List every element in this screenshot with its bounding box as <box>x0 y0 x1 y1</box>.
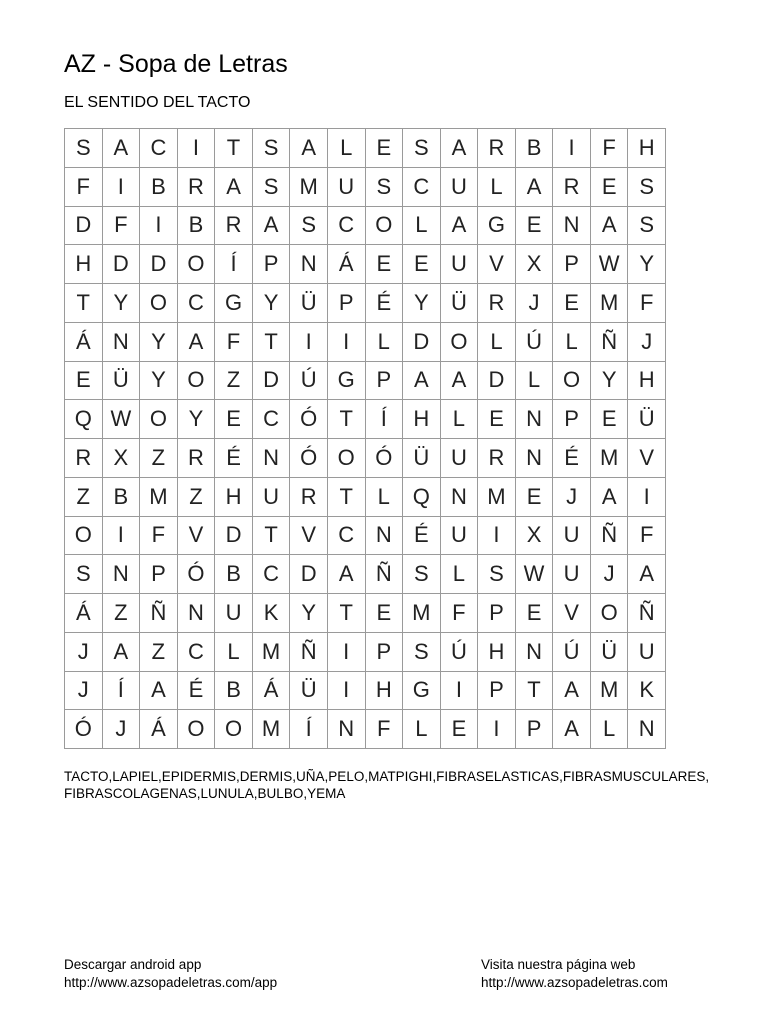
grid-cell: Ü <box>441 284 479 323</box>
grid-cell: R <box>178 168 216 207</box>
grid-cell: L <box>441 555 479 594</box>
grid-cell: H <box>215 478 253 517</box>
website-label: Visita nuestra página web <box>481 957 636 972</box>
grid-cell: Y <box>140 323 178 362</box>
grid-cell: Á <box>65 594 103 633</box>
grid-cell: E <box>516 478 554 517</box>
grid-cell: Q <box>65 400 103 439</box>
grid-cell: N <box>628 710 666 749</box>
grid-cell: Z <box>140 633 178 672</box>
grid-cell: V <box>478 245 516 284</box>
grid-cell: O <box>215 710 253 749</box>
grid-cell: Ó <box>290 439 328 478</box>
grid-cell: Ü <box>103 362 141 401</box>
grid-cell: C <box>328 517 366 556</box>
android-app-label: Descargar android app <box>64 957 202 972</box>
page-title: AZ - Sopa de Letras <box>64 50 288 78</box>
grid-cell: S <box>253 168 291 207</box>
grid-cell: S <box>403 555 441 594</box>
grid-cell: U <box>253 478 291 517</box>
grid-cell: A <box>178 323 216 362</box>
grid-cell: N <box>328 710 366 749</box>
grid-cell: Ú <box>553 633 591 672</box>
grid-cell: T <box>328 478 366 517</box>
grid-cell: L <box>478 168 516 207</box>
grid-cell: F <box>215 323 253 362</box>
grid-cell: F <box>628 517 666 556</box>
grid-cell: C <box>140 129 178 168</box>
grid-cell: Ó <box>366 439 404 478</box>
grid-cell: A <box>403 362 441 401</box>
grid-cell: R <box>553 168 591 207</box>
grid-cell: H <box>628 362 666 401</box>
grid-cell: F <box>441 594 479 633</box>
grid-cell: Ñ <box>628 594 666 633</box>
grid-cell: I <box>328 633 366 672</box>
grid-cell: Ú <box>290 362 328 401</box>
grid-cell: É <box>215 439 253 478</box>
grid-cell: L <box>441 400 479 439</box>
grid-cell: Y <box>628 245 666 284</box>
grid-cell: P <box>328 284 366 323</box>
grid-cell: S <box>366 168 404 207</box>
grid-cell: V <box>628 439 666 478</box>
grid-cell: J <box>628 323 666 362</box>
grid-cell: O <box>178 710 216 749</box>
grid-cell: F <box>366 710 404 749</box>
grid-cell: Ñ <box>140 594 178 633</box>
grid-cell: Z <box>140 439 178 478</box>
grid-cell: N <box>103 323 141 362</box>
grid-cell: M <box>591 672 629 711</box>
grid-cell: M <box>591 284 629 323</box>
grid-cell: Ü <box>290 672 328 711</box>
grid-cell: A <box>441 207 479 246</box>
grid-cell: A <box>591 207 629 246</box>
grid-cell: Y <box>403 284 441 323</box>
grid-cell: P <box>366 362 404 401</box>
grid-cell: E <box>553 284 591 323</box>
grid-cell: J <box>553 478 591 517</box>
grid-cell: P <box>478 672 516 711</box>
grid-cell: E <box>65 362 103 401</box>
grid-cell: M <box>591 439 629 478</box>
grid-cell: E <box>441 710 479 749</box>
grid-cell: É <box>553 439 591 478</box>
grid-cell: Z <box>215 362 253 401</box>
grid-cell: E <box>403 245 441 284</box>
grid-cell: S <box>65 555 103 594</box>
grid-cell: X <box>516 245 554 284</box>
grid-cell: N <box>516 400 554 439</box>
grid-cell: I <box>553 129 591 168</box>
grid-cell: F <box>628 284 666 323</box>
grid-cell: V <box>290 517 328 556</box>
grid-cell: I <box>328 672 366 711</box>
grid-cell: B <box>103 478 141 517</box>
grid-cell: T <box>328 594 366 633</box>
grid-cell: P <box>366 633 404 672</box>
grid-cell: Ñ <box>591 517 629 556</box>
grid-cell: Y <box>591 362 629 401</box>
grid-cell: X <box>516 517 554 556</box>
grid-cell: F <box>140 517 178 556</box>
word-search-grid <box>64 128 666 749</box>
grid-cell: E <box>366 245 404 284</box>
grid-cell: D <box>403 323 441 362</box>
grid-cell: S <box>403 129 441 168</box>
grid-cell: P <box>553 245 591 284</box>
grid-cell: H <box>628 129 666 168</box>
grid-cell: U <box>553 555 591 594</box>
grid-cell: B <box>516 129 554 168</box>
grid-cell: P <box>516 710 554 749</box>
grid-cell: E <box>516 594 554 633</box>
grid-cell: F <box>591 129 629 168</box>
grid-cell: A <box>215 168 253 207</box>
grid-cell: Ü <box>403 439 441 478</box>
website-url[interactable]: http://www.azsopadeletras.com <box>481 975 668 990</box>
grid-cell: O <box>441 323 479 362</box>
grid-cell: R <box>478 439 516 478</box>
puzzle-subtitle: EL SENTIDO DEL TACTO <box>64 94 251 111</box>
grid-cell: Ú <box>516 323 554 362</box>
grid-cell: A <box>441 362 479 401</box>
grid-cell: E <box>516 207 554 246</box>
grid-cell: E <box>366 594 404 633</box>
grid-cell: O <box>366 207 404 246</box>
grid-cell: Y <box>103 284 141 323</box>
grid-cell: A <box>328 555 366 594</box>
grid-cell: E <box>478 400 516 439</box>
grid-cell: I <box>478 710 516 749</box>
grid-cell: I <box>290 323 328 362</box>
grid-cell: C <box>253 400 291 439</box>
grid-cell: L <box>215 633 253 672</box>
grid-cell: Á <box>253 672 291 711</box>
grid-cell: R <box>478 284 516 323</box>
grid-cell: Y <box>178 400 216 439</box>
grid-cell: É <box>178 672 216 711</box>
grid-cell: Í <box>366 400 404 439</box>
grid-cell: U <box>328 168 366 207</box>
grid-cell: C <box>178 633 216 672</box>
android-app-url[interactable]: http://www.azsopadeletras.com/app <box>64 975 278 990</box>
grid-cell: U <box>215 594 253 633</box>
grid-cell: Í <box>103 672 141 711</box>
grid-cell: J <box>103 710 141 749</box>
grid-cell: L <box>403 710 441 749</box>
grid-cell: J <box>591 555 629 594</box>
grid-cell: G <box>403 672 441 711</box>
grid-cell: R <box>290 478 328 517</box>
grid-cell: I <box>178 129 216 168</box>
grid-cell: W <box>103 400 141 439</box>
grid-cell: S <box>403 633 441 672</box>
grid-cell: O <box>140 284 178 323</box>
grid-cell: B <box>215 555 253 594</box>
grid-cell: A <box>290 129 328 168</box>
grid-cell: A <box>253 207 291 246</box>
grid-cell: L <box>366 323 404 362</box>
grid-cell: U <box>441 245 479 284</box>
grid-cell: N <box>516 439 554 478</box>
grid-cell: D <box>290 555 328 594</box>
grid-cell: Z <box>103 594 141 633</box>
grid-cell: S <box>65 129 103 168</box>
grid-cell: Ó <box>290 400 328 439</box>
grid-cell: G <box>215 284 253 323</box>
grid-cell: U <box>441 517 479 556</box>
grid-cell: S <box>253 129 291 168</box>
grid-cell: R <box>478 129 516 168</box>
grid-cell: Á <box>140 710 178 749</box>
grid-cell: A <box>441 129 479 168</box>
grid-cell: N <box>516 633 554 672</box>
grid-cell: A <box>103 633 141 672</box>
grid-cell: A <box>516 168 554 207</box>
grid-cell: V <box>553 594 591 633</box>
grid-cell: N <box>553 207 591 246</box>
grid-cell: É <box>403 517 441 556</box>
grid-cell: E <box>215 400 253 439</box>
grid-cell: L <box>591 710 629 749</box>
grid-cell: Ü <box>290 284 328 323</box>
word-list: TACTO,LAPIEL,EPIDERMIS,DERMIS,UÑA,PELO,MATPIGHI,FIBRASELASTICAS,FIBRASMUSCULARES,FIBRASCOLAGENAS,LUNULA,BULBO,YEMA <box>64 769 710 801</box>
grid-cell: J <box>516 284 554 323</box>
grid-cell: D <box>65 207 103 246</box>
grid-cell: N <box>290 245 328 284</box>
grid-cell: K <box>253 594 291 633</box>
grid-cell: U <box>441 439 479 478</box>
grid-cell: W <box>516 555 554 594</box>
grid-cell: P <box>140 555 178 594</box>
grid-cell: T <box>253 323 291 362</box>
grid-cell: O <box>328 439 366 478</box>
grid-cell: N <box>103 555 141 594</box>
grid-cell: O <box>178 245 216 284</box>
grid-cell: U <box>553 517 591 556</box>
grid-cell: O <box>553 362 591 401</box>
grid-cell: Z <box>65 478 103 517</box>
grid-cell: L <box>328 129 366 168</box>
grid-cell: P <box>553 400 591 439</box>
grid-cell: Ñ <box>366 555 404 594</box>
grid-cell: U <box>441 168 479 207</box>
grid-cell: N <box>441 478 479 517</box>
grid-cell: M <box>478 478 516 517</box>
grid-cell: O <box>178 362 216 401</box>
grid-cell: G <box>328 362 366 401</box>
grid-cell: A <box>628 555 666 594</box>
grid-cell: O <box>140 400 178 439</box>
grid-cell: Ó <box>65 710 103 749</box>
grid-cell: H <box>403 400 441 439</box>
grid-cell: I <box>103 168 141 207</box>
grid-cell: Ü <box>628 400 666 439</box>
grid-cell: Ñ <box>591 323 629 362</box>
grid-cell: D <box>215 517 253 556</box>
footer-website <box>481 956 668 992</box>
grid-cell: D <box>478 362 516 401</box>
grid-cell: R <box>65 439 103 478</box>
grid-cell: C <box>403 168 441 207</box>
grid-cell: B <box>140 168 178 207</box>
grid-cell: D <box>103 245 141 284</box>
grid-cell: Á <box>328 245 366 284</box>
grid-cell: L <box>366 478 404 517</box>
grid-cell: L <box>478 323 516 362</box>
grid-cell: X <box>103 439 141 478</box>
grid-cell: Ú <box>441 633 479 672</box>
grid-cell: N <box>253 439 291 478</box>
grid-cell: P <box>253 245 291 284</box>
grid-cell: T <box>253 517 291 556</box>
grid-cell: L <box>516 362 554 401</box>
grid-cell: Á <box>65 323 103 362</box>
grid-cell: K <box>628 672 666 711</box>
grid-cell: J <box>65 672 103 711</box>
grid-cell: Y <box>253 284 291 323</box>
grid-cell: A <box>553 672 591 711</box>
grid-cell: D <box>140 245 178 284</box>
grid-cell: R <box>178 439 216 478</box>
grid-cell: C <box>328 207 366 246</box>
grid-cell: C <box>178 284 216 323</box>
grid-cell: I <box>328 323 366 362</box>
grid-cell: I <box>628 478 666 517</box>
grid-cell: F <box>65 168 103 207</box>
grid-cell: F <box>103 207 141 246</box>
grid-cell: U <box>628 633 666 672</box>
grid-cell: M <box>140 478 178 517</box>
grid-cell: Z <box>178 478 216 517</box>
grid-cell: D <box>253 362 291 401</box>
grid-cell: A <box>140 672 178 711</box>
grid-cell: T <box>215 129 253 168</box>
grid-cell: V <box>178 517 216 556</box>
grid-cell: A <box>591 478 629 517</box>
grid-cell: E <box>591 400 629 439</box>
grid-cell: Ó <box>178 555 216 594</box>
grid-cell: O <box>65 517 103 556</box>
grid-cell: Y <box>290 594 328 633</box>
grid-cell: A <box>553 710 591 749</box>
grid-cell: Ñ <box>290 633 328 672</box>
grid-cell: L <box>403 207 441 246</box>
grid-cell: E <box>366 129 404 168</box>
grid-cell: É <box>366 284 404 323</box>
grid-cell: I <box>103 517 141 556</box>
grid-cell: T <box>328 400 366 439</box>
grid-cell: B <box>215 672 253 711</box>
grid-cell: R <box>215 207 253 246</box>
grid-cell: M <box>403 594 441 633</box>
grid-cell: Í <box>290 710 328 749</box>
grid-cell: G <box>478 207 516 246</box>
grid-cell: M <box>253 633 291 672</box>
grid-cell: H <box>366 672 404 711</box>
grid-cell: I <box>478 517 516 556</box>
grid-cell: M <box>253 710 291 749</box>
grid-cell: H <box>65 245 103 284</box>
grid-cell: P <box>478 594 516 633</box>
grid-cell: M <box>290 168 328 207</box>
grid-cell: Ü <box>591 633 629 672</box>
grid-cell: T <box>65 284 103 323</box>
grid-cell: I <box>441 672 479 711</box>
grid-cell: S <box>628 168 666 207</box>
grid-cell: E <box>591 168 629 207</box>
grid-cell: I <box>140 207 178 246</box>
grid-cell: Q <box>403 478 441 517</box>
grid-cell: Y <box>140 362 178 401</box>
grid-cell: T <box>516 672 554 711</box>
grid-cell: S <box>628 207 666 246</box>
grid-cell: Í <box>215 245 253 284</box>
grid-cell: A <box>103 129 141 168</box>
grid-cell: O <box>591 594 629 633</box>
grid-cell: C <box>253 555 291 594</box>
grid-cell: L <box>553 323 591 362</box>
grid-cell: H <box>478 633 516 672</box>
grid-cell: S <box>478 555 516 594</box>
grid-cell: S <box>290 207 328 246</box>
grid-cell: N <box>366 517 404 556</box>
footer-android-app <box>64 956 277 992</box>
grid-cell: W <box>591 245 629 284</box>
grid-cell: B <box>178 207 216 246</box>
grid-cell: N <box>178 594 216 633</box>
grid-cell: J <box>65 633 103 672</box>
